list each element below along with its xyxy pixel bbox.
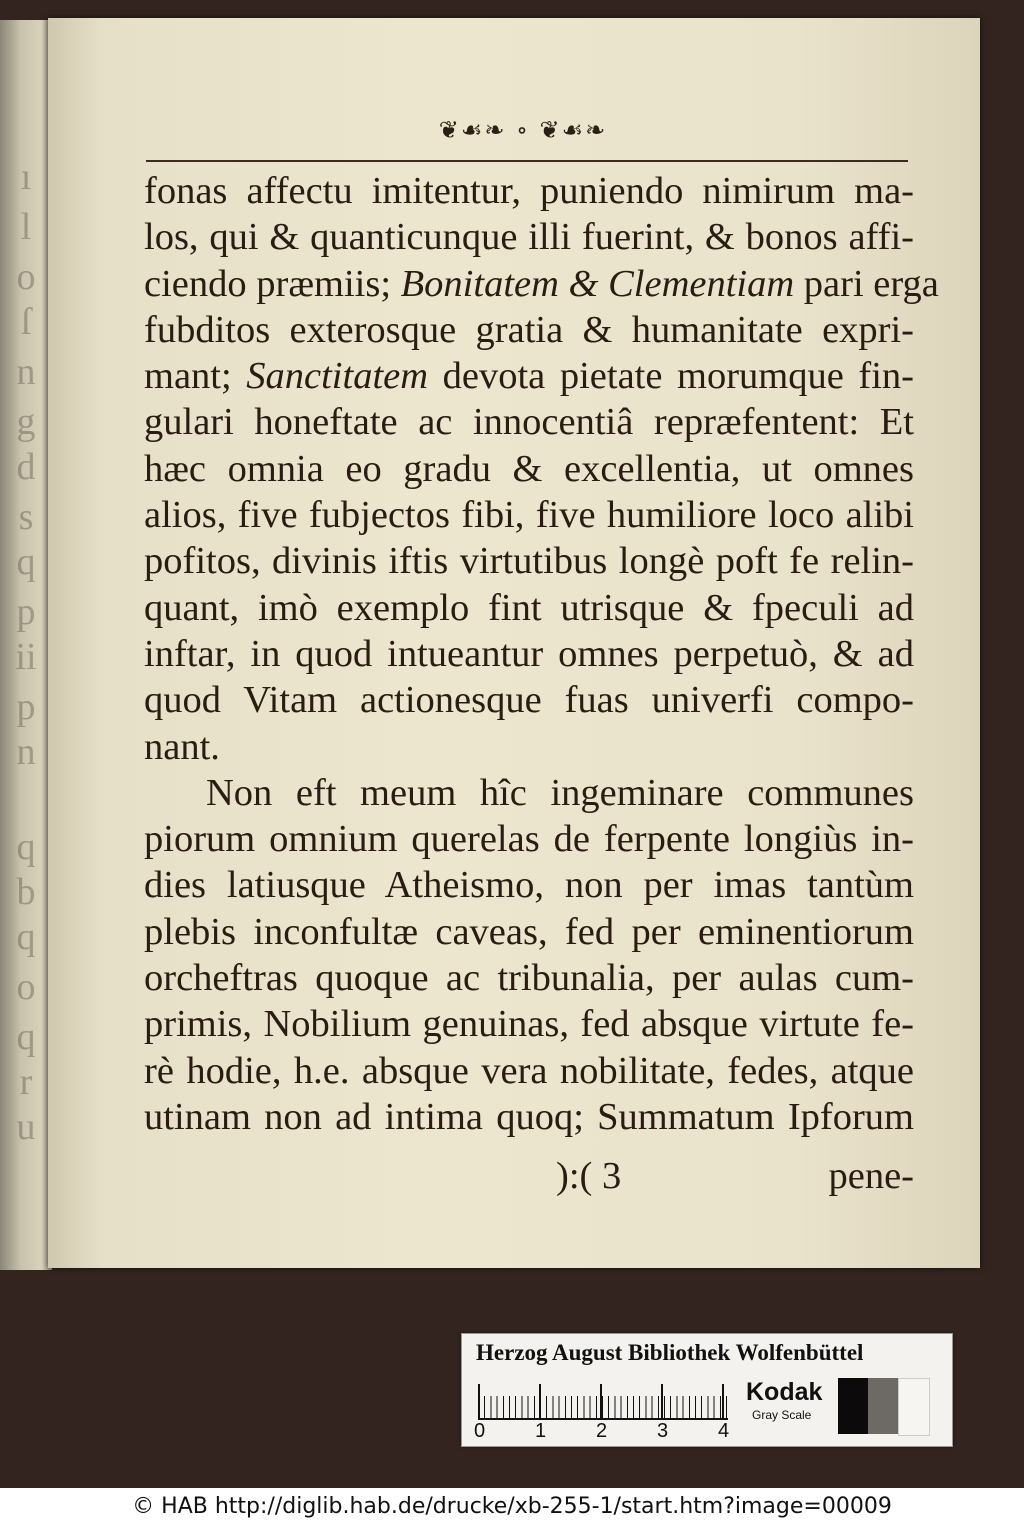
text-line: gulari honeftate ac innocentiâ repræfentent: Et [144, 401, 914, 444]
bleed-through-mark: b [16, 871, 36, 913]
text-line: quod Vitam actionesque fuas univerfi compo- [144, 679, 914, 722]
bleed-through-mark: o [16, 966, 36, 1008]
ruler-label: 1 [535, 1420, 547, 1442]
text-line: primis, Nobilium genuinas, fed absque virtute fe- [144, 1003, 914, 1046]
text-line: fonas affectu imitentur, puniendo nimirum ma- [144, 170, 914, 212]
gray-swatch [838, 1378, 868, 1434]
text-line: pofitos, divinis iftis virtutibus longè poft fe relin- [144, 540, 914, 583]
catchword: pene- [828, 1155, 914, 1197]
bleed-through-mark: ſ [20, 301, 32, 343]
bleed-through-mark: g [16, 401, 36, 443]
text-line: plebis inconfultæ caveas, fed per eminentiorum [144, 910, 914, 953]
text-line: hæc omnia eo gradu & excellentia, ut omnes [144, 447, 914, 490]
ruler-tick [661, 1384, 663, 1418]
bleed-through-mark: q [16, 1016, 36, 1058]
text-line: mant; Sanctitatem devota pietate morumque fin- [144, 355, 914, 398]
ruler-label: 2 [596, 1420, 608, 1442]
text-line: inftar, in quod intueantur omnes perpetuò, & ad [144, 632, 914, 675]
bleed-through-mark: d [16, 446, 36, 488]
bleed-through-mark: q [16, 826, 36, 868]
bleed-through-mark: l [20, 206, 32, 248]
text-line: quant, imò exemplo fint utrisque & fpeculi ad [144, 586, 914, 629]
italic-phrase: Bonitatem & Clementiam [400, 262, 795, 305]
bleed-through-mark: ı [20, 156, 32, 198]
book-page [48, 18, 980, 1268]
page-footer [144, 1154, 914, 1202]
facing-page-edge [0, 20, 52, 1270]
text-line: piorum omnium querelas de ferpente longiùs in- [144, 818, 914, 861]
gray-scale-label: Gray Scale [752, 1408, 812, 1422]
bleed-through-mark: p [16, 686, 36, 728]
bleed-through-mark: p [16, 591, 36, 633]
ruler-tick [600, 1384, 602, 1418]
text-line: rè hodie, h.e. absque vera nobilitate, fedes, atque [144, 1049, 914, 1092]
text-line: los, qui & quanticunque illi fuerint, & bonos affi- [144, 216, 914, 259]
gray-swatch [868, 1378, 898, 1434]
bleed-through-mark: o [16, 256, 36, 298]
bleed-through-mark: ii [15, 636, 37, 678]
ruler-label: 3 [657, 1420, 669, 1442]
bleed-through-mark: n [16, 351, 36, 393]
copyright-caption: © HAB http://diglib.hab.de/drucke/xb-255-1/start.htm?image=00009 [0, 1488, 1024, 1525]
header-rule [146, 160, 908, 162]
bleed-through-mark: u [16, 1106, 36, 1148]
text-line: nant. [144, 725, 220, 768]
bleed-through-mark: q [16, 916, 36, 958]
text-line: fubditos exterosque gratia & humanitate expri- [144, 308, 914, 351]
color-calibration-bar [461, 1333, 953, 1447]
text-line: alios, five fubjectos fibi, five humiliore loco alibi [144, 494, 914, 537]
text-line: dies latiusque Atheismo, non per imas tantùm [144, 864, 914, 907]
text-line: orcheftras quoque ac tribunalia, per aulas cum- [144, 957, 914, 1000]
ruler-label: 0 [474, 1420, 486, 1442]
signature-mark: ):( 3 [556, 1155, 622, 1197]
bleed-through-mark: n [16, 731, 36, 773]
italic-phrase: Sanctitatem [246, 355, 429, 398]
bleed-through-mark: q [16, 541, 36, 583]
ruler-tick [478, 1384, 480, 1418]
text-line: Non eft meum hîc ingeminare communes [206, 771, 914, 814]
ruler-label: 4 [718, 1420, 730, 1442]
bleed-through-mark: r [19, 1061, 33, 1103]
header-ornament: ❦☙❧ ∘ ❦☙❧ [438, 116, 608, 144]
text-line: ciendo præmiis; Bonitatem & Clementiam pari erga [144, 262, 939, 305]
kodak-logo: Kodak [746, 1378, 823, 1406]
ruler-tick [539, 1384, 541, 1418]
ruler-tick [722, 1384, 724, 1418]
text-line: utinam non ad intima quoq; Summatum Ipforum [144, 1095, 914, 1138]
body-text [144, 168, 939, 1140]
measurement-ruler [478, 1382, 728, 1420]
gray-swatch [898, 1378, 930, 1436]
library-title: Herzog August Bibliothek Wolfenbüttel [476, 1340, 864, 1365]
bleed-through-mark: s [18, 496, 34, 538]
